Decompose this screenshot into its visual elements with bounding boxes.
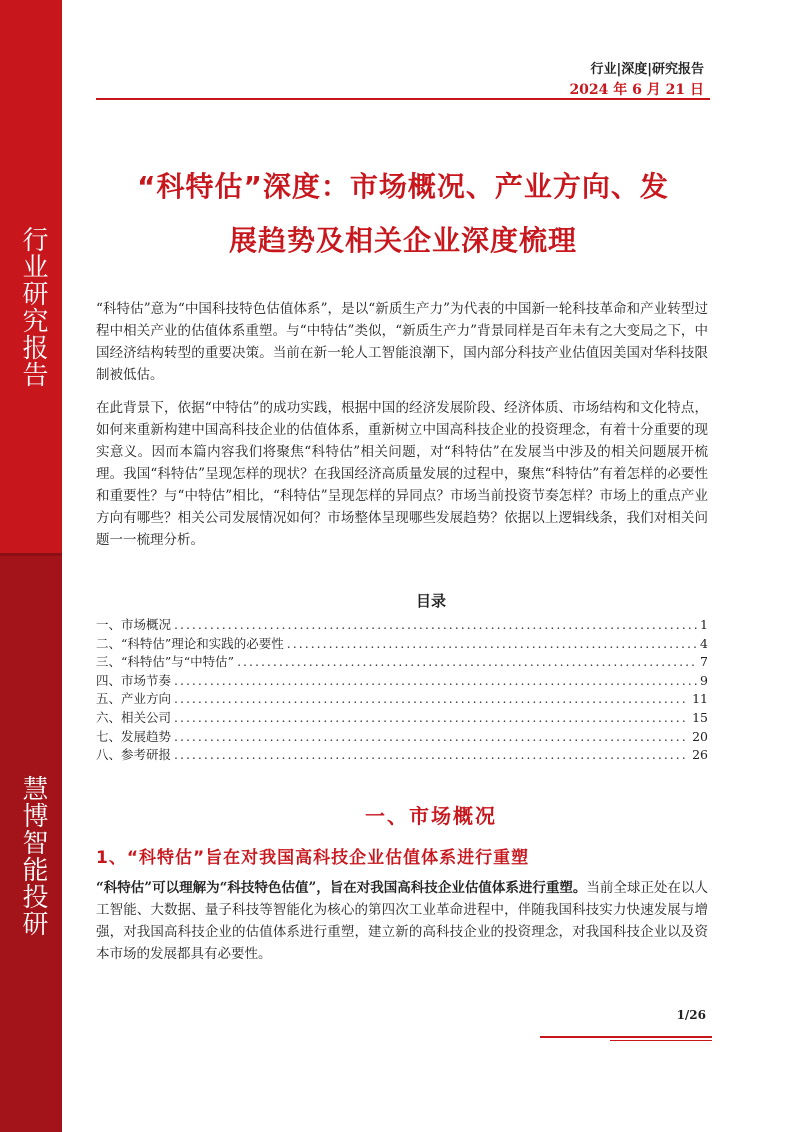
- title-line-1: “科特估”深度：市场概况、产业方向、发: [137, 170, 669, 203]
- intro-paragraph-1: “科特估”意为“中国科技特色估值体系”，是以“新质生产力”为代表的中国新一轮科技革命和产业转型过程中相关产业的估值体系重塑。与“中特估”类似，“新质生产力”背景同样是百年未有之大变局之下，中国经济结构转型的重要决策。当前在新一轮人工智能浪潮下，国内部分科技产业估值因美国对华科技限制被低估。: [96, 301, 708, 383]
- toc-item[interactable]: 一、市场概况 ..... 1: [96, 616, 708, 635]
- sidebar-brand-label: 慧博智能投研: [18, 775, 48, 937]
- section-subheading: 1、“科特估”旨在对我国高科技企业估值体系进行重塑: [96, 848, 530, 868]
- header-rule: [96, 98, 710, 100]
- title-line-2: 展趋势及相关企业深度梳理: [228, 224, 577, 257]
- sidebar-report-label: 行业研究报告: [18, 226, 48, 388]
- section-body: 当前全球正处在以人工智能、大数据、量子科技等智能化为核心的第四次工业革命进程中，伴随我国科技实力快速发展与增强，对我国高科技企业的估值体系进行重塑，建立新的高科技企业的投资理念，对我国科技企业以及资本市场的发展都具有必要性。: [96, 880, 708, 962]
- report-type: 行业|深度|研究报告: [590, 62, 704, 77]
- toc-title: 目录: [415, 592, 446, 610]
- toc-item[interactable]: 七、发展趋势 ..... 20: [96, 728, 708, 747]
- toc-item[interactable]: 三、“科特估”与“中特估” ..... 7: [96, 653, 708, 672]
- section-lead-bold: “科特估”可以理解为“科技特色估值”，旨在对我国高科技企业估值体系进行重塑。: [96, 880, 587, 896]
- table-of-contents: [96, 616, 708, 765]
- toc-item[interactable]: 八、参考研报 ..... 26: [96, 746, 708, 765]
- intro-paragraph-2: 在此背景下，依据“中特估”的成功实践，根据中国的经济发展阶段、经济体质、市场结构和文化特点，如何来重新构建中国高科技企业的估值体系，重新树立中国高科技企业的投资理念，有着十分重要的现实意义。因而本篇内容我们将聚焦“科特估”相关问题，对“科特估”在发展当中涉及的相关问题展开梳理。我国“科特估”呈现怎样的现状？在我国经济高质量发展的过程中，聚焦“科特估”有着怎样的必要性和重要性？与“中特估”相比，“科特估”呈现怎样的异同点？市场当前投资节奏怎样？市场上的重点产业方向有哪些？相关公司发展情况如何？市场整体呈现哪些发展趋势？依据以上逻辑线条，我们对相关问题一一梳理分析。: [96, 400, 708, 548]
- footer-rule: [540, 1036, 712, 1038]
- section-heading: 一、市场概况: [365, 804, 497, 828]
- toc-item[interactable]: 六、相关公司 ..... 15: [96, 709, 708, 728]
- toc-item[interactable]: 四、市场节奏 ..... 9: [96, 672, 708, 691]
- toc-item[interactable]: 二、“科特估”理论和实践的必要性 ..... 4: [96, 635, 708, 654]
- toc-item[interactable]: 五、产业方向 ..... 11: [96, 690, 708, 709]
- report-date: 2024 年 6 月 21 日: [569, 82, 704, 98]
- footer-rule-thin: [610, 1040, 712, 1041]
- page-title: [96, 160, 710, 268]
- page-number: 1/26: [676, 1008, 706, 1022]
- section-paragraph: [96, 877, 708, 965]
